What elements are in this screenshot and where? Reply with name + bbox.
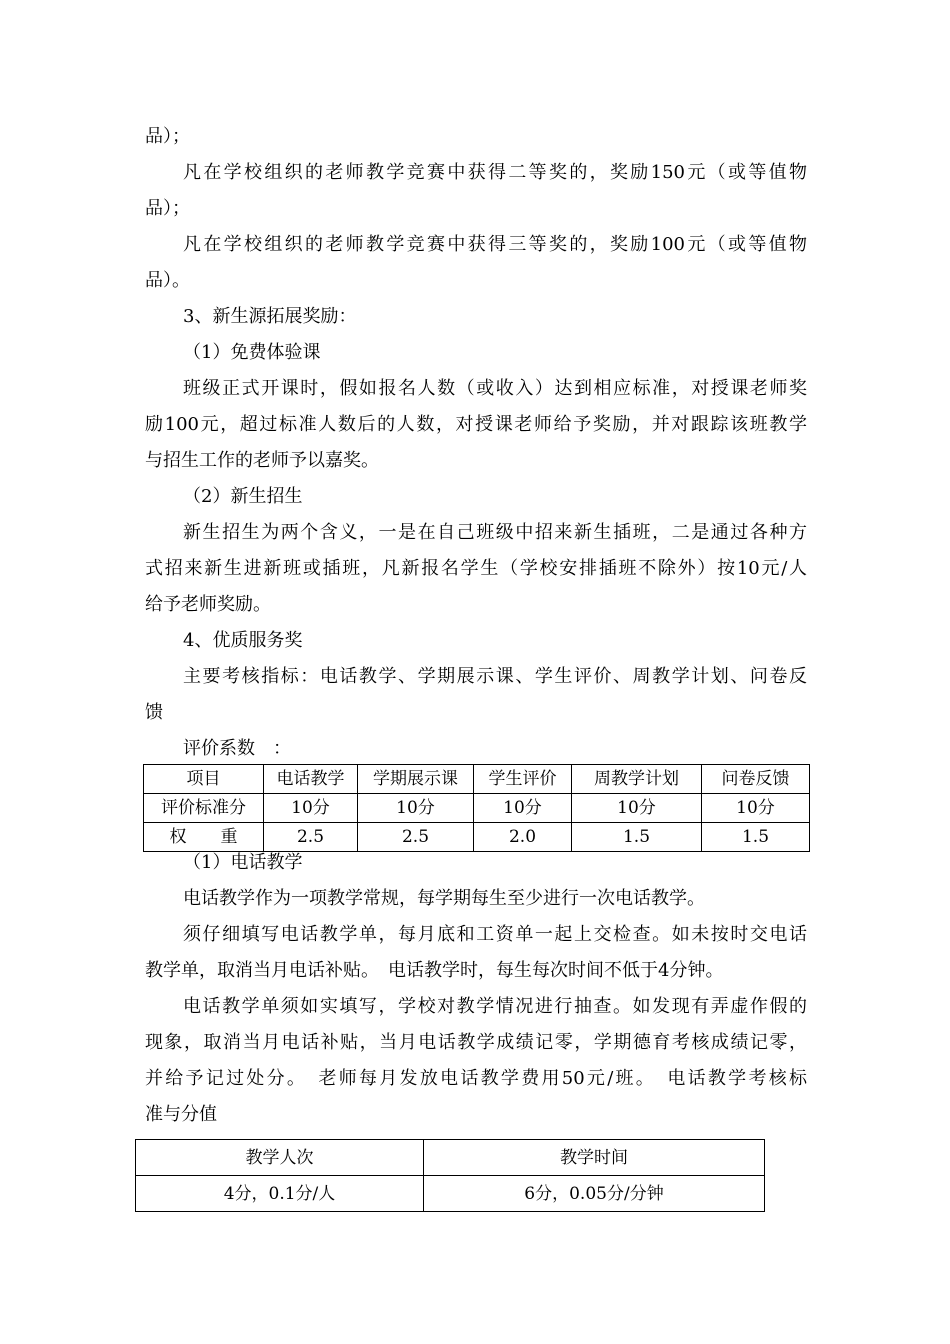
evaluation-table	[143, 764, 810, 852]
table-header-row	[136, 1140, 765, 1176]
para-line: 与招生工作的老师予以嘉奖。	[145, 450, 379, 471]
table-cell: 1.5	[572, 823, 702, 852]
table-row	[144, 794, 810, 823]
para-line: 班级正式开课时，假如报名人数（或收入）达到相应标准，对授课老师奖	[183, 378, 807, 399]
table-header-cell: 学生评价	[474, 765, 572, 794]
table-header-cell: 周教学计划	[572, 765, 702, 794]
subsection-heading: （1）电话教学	[183, 852, 303, 873]
table-header-cell: 电话教学	[264, 765, 358, 794]
para-line: 馈	[145, 702, 163, 723]
table-header-cell: 问卷反馈	[702, 765, 810, 794]
table-cell: 1.5	[702, 823, 810, 852]
table-cell: 2.0	[474, 823, 572, 852]
para-line: 须仔细填写电话教学单，每月底和工资单一起上交检查。如未按时交电话	[183, 924, 807, 945]
para-line: 并给予记过处分。 老师每月发放电话教学费用50元/班。 电话教学考核标	[145, 1068, 807, 1089]
para-line: 品）。	[145, 270, 190, 291]
para-line: 凡在学校组织的老师教学竞赛中获得三等奖的，奖励100元（或等值物	[183, 234, 807, 255]
table-row	[144, 823, 810, 852]
para-line: 电话教学作为一项教学常规，每学期每生至少进行一次电话教学。	[183, 888, 705, 909]
table-cell: 10分	[474, 794, 572, 823]
para-line: 主要考核指标：电话教学、学期展示课、学生评价、周教学计划、问卷反	[183, 666, 807, 687]
para-line: 励100元，超过标准人数后的人数，对授课老师给予奖励，并对跟踪该班教学	[145, 414, 807, 435]
para-line: 电话教学单须如实填写，学校对教学情况进行抽查。如发现有弄虚作假的	[183, 996, 807, 1017]
table-cell: 6分，0.05分/分钟	[424, 1176, 765, 1212]
table-header-cell: 教学时间	[424, 1140, 765, 1176]
table-cell: 4分，0.1分/人	[136, 1176, 424, 1212]
table-row	[136, 1176, 765, 1212]
para-line: 品）；	[145, 126, 190, 147]
table-cell: 10分	[358, 794, 474, 823]
para-line: 品）；	[145, 198, 190, 219]
para-line: 给予老师奖励。	[145, 594, 271, 615]
coefficient-label: 评价系数 ：	[183, 738, 291, 759]
subsection-heading: （2）新生招生	[183, 486, 303, 507]
table-header-row	[144, 765, 810, 794]
para-line: 凡在学校组织的老师教学竞赛中获得二等奖的，奖励150元（或等值物	[183, 162, 807, 183]
table-cell: 2.5	[264, 823, 358, 852]
para-line: 现象，取消当月电话补贴，当月电话教学成绩记零，学期德育考核成绩记零，	[145, 1032, 807, 1053]
para-line: 式招来新生进新班或插班，凡新报名学生（学校安排插班不除外）按10元/人	[145, 558, 807, 579]
table-cell: 评价标准分	[144, 794, 264, 823]
table-header-cell: 教学人次	[136, 1140, 424, 1176]
para-line: 教学单，取消当月电话补贴。 电话教学时，每生每次时间不低于4分钟。	[145, 960, 724, 981]
subsection-heading: （1）免费体验课	[183, 342, 321, 363]
table-cell: 10分	[702, 794, 810, 823]
section-heading: 4、优质服务奖	[183, 630, 303, 651]
table-header-cell: 学期展示课	[358, 765, 474, 794]
section-heading: 3、新生源拓展奖励：	[183, 306, 357, 327]
table-header-cell: 项目	[144, 765, 264, 794]
table-cell: 2.5	[358, 823, 474, 852]
table-cell: 权 重	[144, 823, 264, 852]
phone-teaching-score-table	[135, 1139, 765, 1212]
table-cell: 10分	[264, 794, 358, 823]
para-line: 准与分值	[145, 1104, 217, 1125]
table-cell: 10分	[572, 794, 702, 823]
para-line: 新生招生为两个含义，一是在自己班级中招来新生插班，二是通过各种方	[183, 522, 807, 543]
